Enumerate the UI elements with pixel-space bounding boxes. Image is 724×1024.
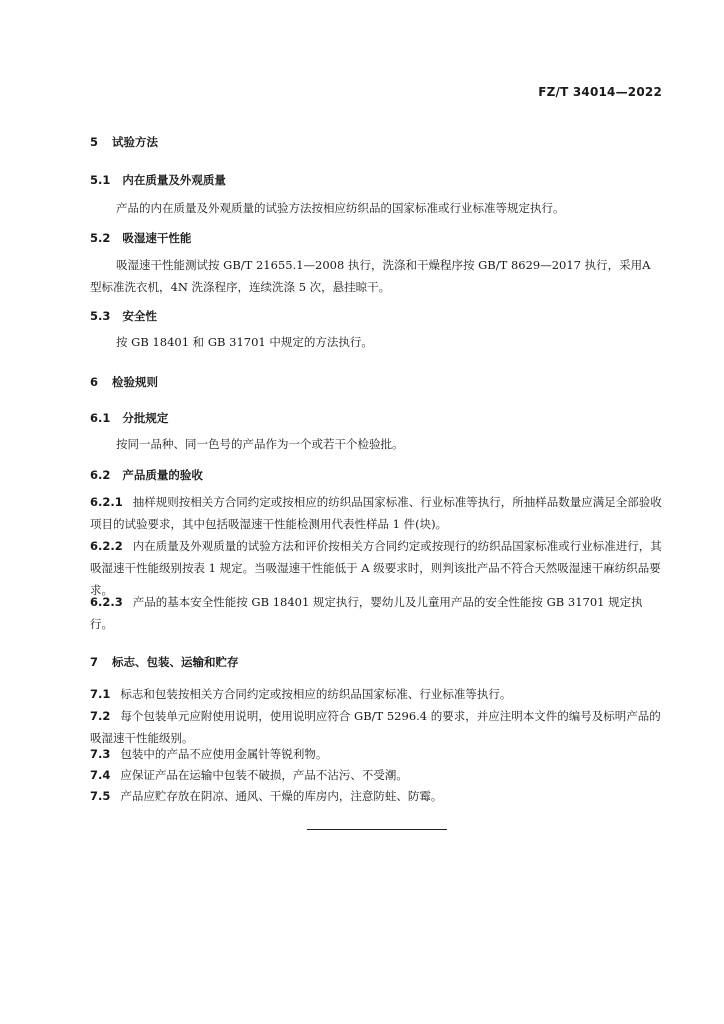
section-number: 6 (90, 375, 99, 389)
section-title: 标志、包装、运输和贮存 (112, 655, 239, 669)
section-number: 6.1 (90, 411, 111, 425)
clause-text: 标志和包装按相关方合同约定或按相应的纺织品国家标准、行业标准等执行。 (120, 687, 512, 701)
section-number: 5.1 (90, 173, 111, 187)
section-6-2-heading (90, 467, 203, 483)
section-5-3-heading (90, 308, 157, 324)
section-title: 内在质量及外观质量 (122, 173, 226, 187)
clause-text: 内在质量及外观质量的试验方法和评价按相关方合同约定或按现行的纺织品国家标准或行业标准进行，其吸湿速干性能级别按表 1 规定。当吸湿速干性能低于 A 级要求时，则判该批产品不符合天然吸湿速干麻纺织品要求。 (90, 539, 662, 597)
section-number: 5.3 (90, 309, 111, 323)
clause-number: 6.2.1 (90, 495, 123, 509)
section-number: 5 (90, 135, 99, 149)
section-6-1-body: 按同一品种、同一色号的产品作为一个或若干个检验批。 (116, 437, 404, 451)
clause-7-5 (90, 785, 662, 807)
clause-7-4 (90, 764, 662, 786)
section-title: 检验规则 (112, 375, 159, 389)
end-of-document-rule (307, 829, 447, 830)
section-title: 吸湿速干性能 (122, 231, 192, 245)
clause-text: 每个包装单元应附使用说明，使用说明应符合 GB/T 5296.4 的要求，并应注明本文件的编号及标明产品的吸湿速干性能级别。 (90, 709, 661, 745)
section-6-1-heading (90, 410, 168, 426)
clause-text: 应保证产品在运输中包装不破损，产品不沾污、不受潮。 (120, 768, 408, 782)
clause-number: 7.5 (90, 789, 111, 803)
clause-text: 产品的基本安全性能按 GB 18401 规定执行，婴幼儿及儿童用产品的安全性能按 GB 31701 规定执行。 (90, 595, 643, 631)
clause-7-1 (90, 683, 662, 705)
clause-text: 包装中的产品不应使用金属针等锐利物。 (120, 747, 328, 761)
section-number: 7 (90, 655, 99, 669)
clause-number: 6.2.3 (90, 595, 123, 609)
clause-6-2-3 (90, 591, 662, 635)
clause-text: 抽样规则按相关方合同约定或按相应的纺织品国家标准、行业标准等执行，所抽样品数量应满足全部验收项目的试验要求，其中包括吸湿速干性能检测用代表性样品 1 件(块)。 (90, 495, 662, 531)
section-5-heading (90, 134, 158, 150)
section-5-1-body: 产品的内在质量及外观质量的试验方法按相应纺织品的国家标准或行业标准等规定执行。 (116, 201, 565, 215)
clause-number: 7.3 (90, 747, 111, 761)
clause-number: 7.2 (90, 709, 111, 723)
clause-6-2-1 (90, 491, 662, 535)
section-number: 5.2 (90, 231, 111, 245)
section-title: 产品质量的验收 (122, 468, 203, 482)
section-7-heading (90, 654, 239, 670)
section-number: 6.2 (90, 468, 111, 482)
section-title: 安全性 (122, 309, 157, 323)
section-5-1-heading (90, 172, 226, 188)
clause-number: 7.1 (90, 687, 111, 701)
section-title: 分批规定 (122, 411, 169, 425)
clause-text: 产品应贮存放在阴凉、通风、干燥的库房内，注意防蛀、防霉。 (120, 789, 443, 803)
section-5-2-heading (90, 230, 191, 246)
clause-number: 7.4 (90, 768, 111, 782)
section-title: 试验方法 (112, 135, 159, 149)
standard-code-header: FZ/T 34014—2022 (538, 85, 662, 99)
section-5-2-body: 吸湿速干性能测试按 GB/T 21655.1—2008 执行，洗涤和干燥程序按 GB/T 8629—2017 执行，采用A 型标准洗衣机，4N 洗涤程序，连续洗涤 5 次，悬挂晾干。 (90, 258, 651, 294)
section-6-heading (90, 374, 158, 390)
section-5-3-body: 按 GB 18401 和 GB 31701 中规定的方法执行。 (116, 335, 373, 349)
clause-number: 6.2.2 (90, 539, 123, 553)
clause-7-3 (90, 743, 662, 765)
